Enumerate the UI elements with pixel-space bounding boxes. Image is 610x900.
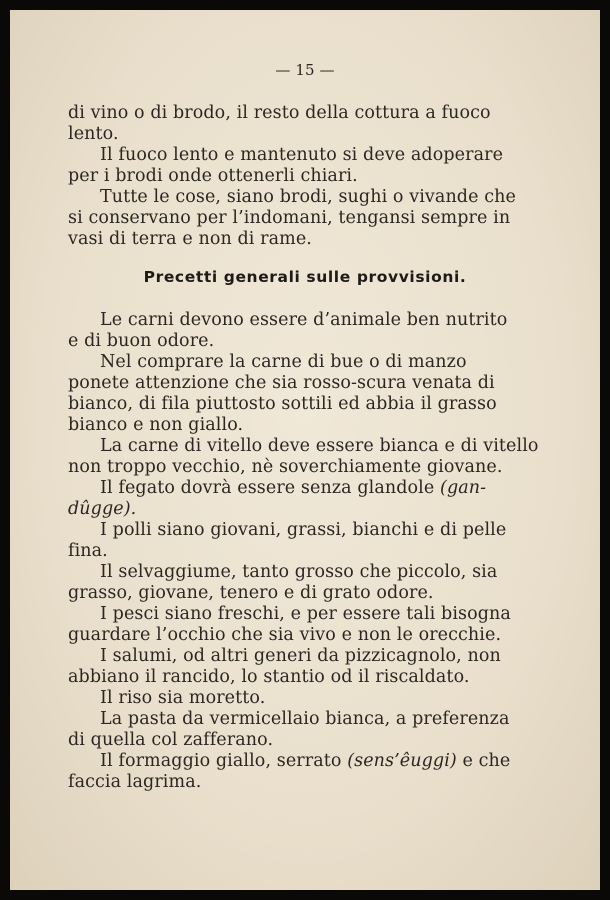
text-line [100, 750, 510, 772]
text-line: Nel comprare la carne di bue o di manzo [100, 352, 467, 372]
text-line: grasso, giovane, tenero e di grato odore. [68, 583, 434, 603]
italic-term: (sens’êuggi) [347, 751, 457, 771]
text-line: bianco e non giallo. [68, 415, 244, 435]
italic-term: dûgge). [68, 499, 137, 519]
text-line: ponete attenzione che sia rosso-scura venata di [68, 373, 495, 393]
text-line: I pesci siano freschi, e per essere tali bisogna [100, 604, 511, 624]
text-line: bianco, di fila piuttosto sottili ed abbia il grasso [68, 394, 497, 414]
text-line: Tutte le cose, siano brodi, sughi o vivande che [100, 187, 516, 207]
text-line: si conservano per l’indomani, tengansi sempre in [68, 208, 511, 228]
text-line: I salumi, od altri generi da pizzicagnolo, non [100, 646, 501, 666]
text-line: di vino o di brodo, il resto della cottura a fuoco [68, 103, 491, 123]
text-line: e di buon odore. [68, 331, 215, 351]
text-line: Il selvaggiume, tanto grosso che piccolo, sia [100, 562, 498, 582]
text-fragment: Il fegato dovrà essere senza glandole [100, 478, 435, 498]
text-line: di quella col zafferano. [68, 730, 274, 750]
text-line: vasi di terra e non di rame. [68, 229, 312, 249]
text-line [100, 477, 486, 499]
text-fragment: e che [462, 751, 511, 771]
text-line: abbiano il rancido, lo stantio od il riscaldato. [68, 667, 470, 687]
text-line: Il riso sia moretto. [100, 688, 266, 708]
text-line: fina. [68, 541, 108, 561]
italic-term: (gan- [440, 478, 487, 498]
text-line: faccia lagrima. [68, 772, 202, 792]
text-line: lento. [68, 124, 119, 144]
text-line: non troppo vecchio, nè soverchiamente giovane. [68, 457, 503, 477]
text-line: Le carni devono essere d’animale ben nutrito [100, 310, 508, 330]
text-line: I polli siano giovani, grassi, bianchi e di pelle [100, 520, 507, 540]
text-line: La carne di vitello deve essere bianca e di vitello [100, 436, 539, 456]
text-line: La pasta da vermicellaio bianca, a preferenza [100, 709, 510, 729]
text-line: guardare l’occhio che sia vivo e non le orecchie. [68, 625, 502, 645]
text-line: Il fuoco lento e mantenuto si deve adoperare [100, 145, 504, 165]
page-number: — 15 — [275, 61, 335, 79]
text-line: per i brodi onde ottenerli chiari. [68, 166, 358, 186]
section-heading: Precetti generali sulle provvisioni. [143, 268, 467, 286]
text-fragment: Il formaggio giallo, serrato [100, 751, 342, 771]
book-page [10, 10, 600, 890]
